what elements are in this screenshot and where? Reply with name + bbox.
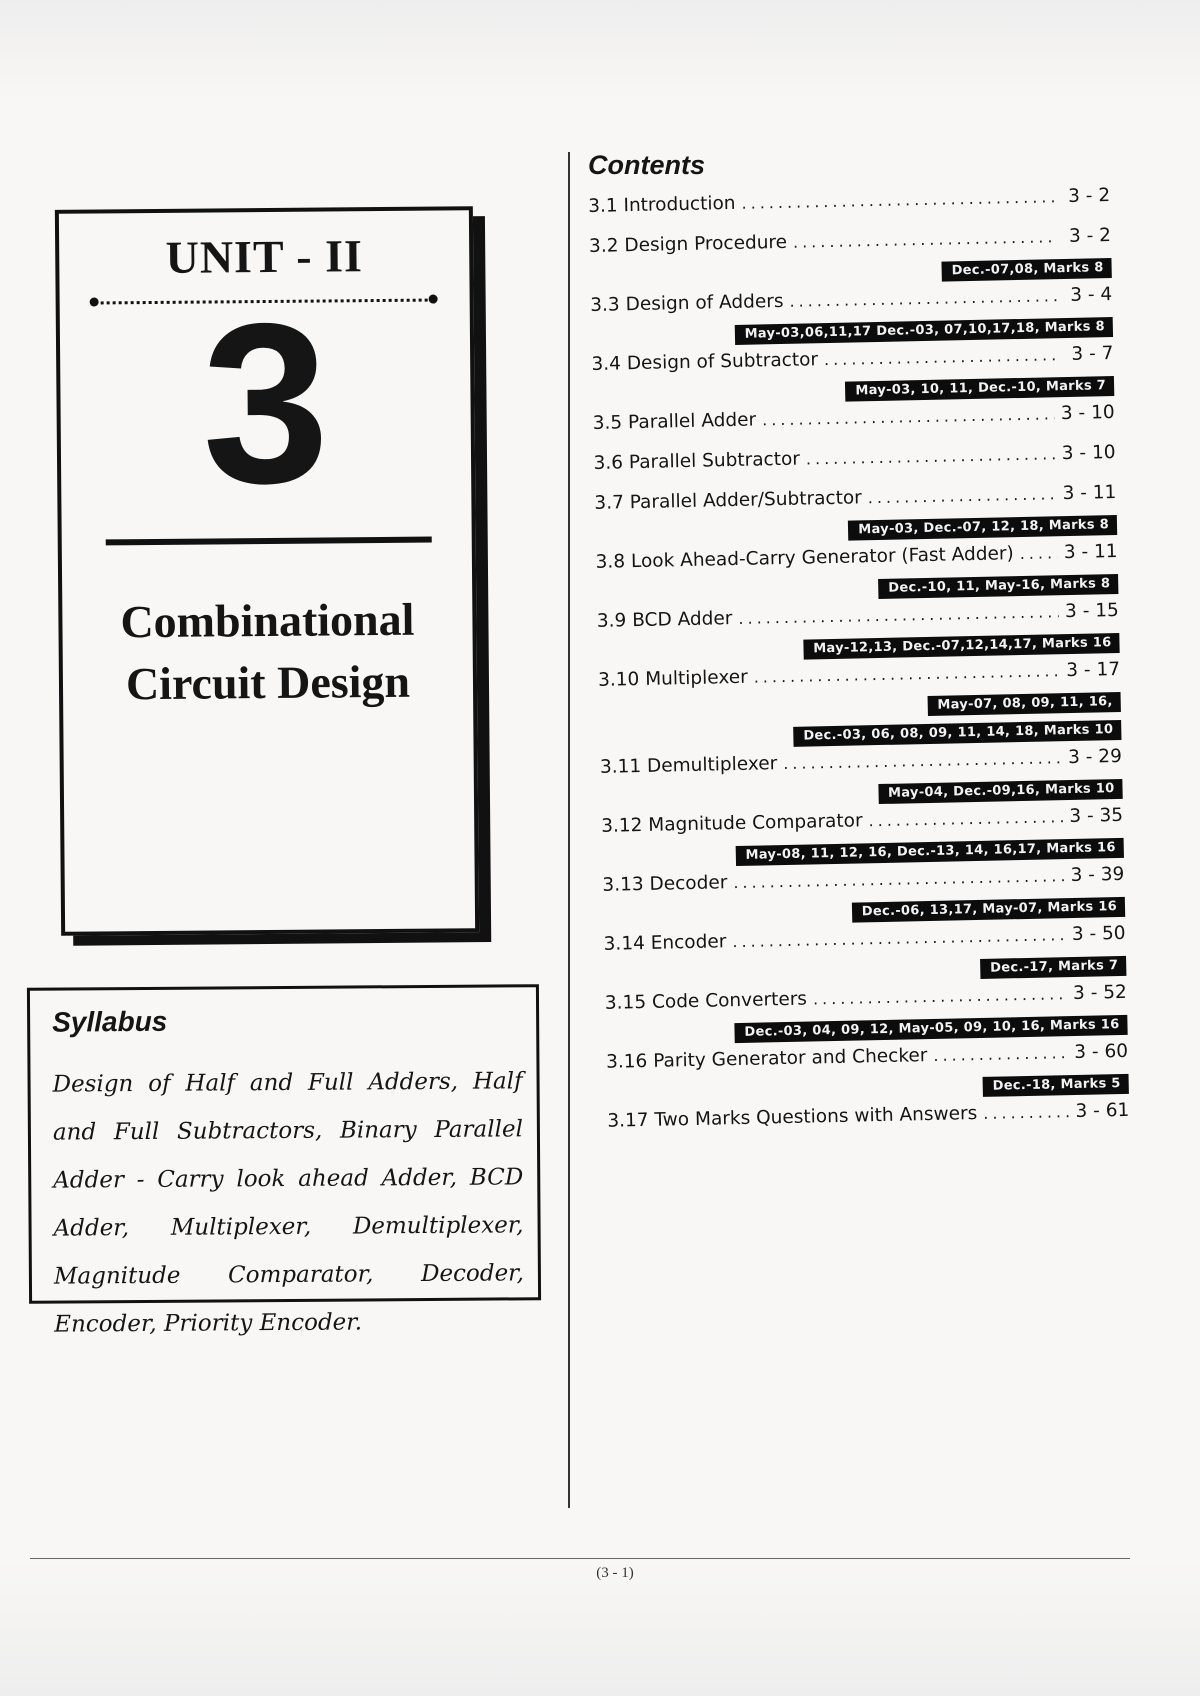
toc-leader-dots bbox=[741, 187, 1056, 213]
toc-entry-page: 3 - 2 bbox=[1067, 185, 1111, 207]
toc-row bbox=[593, 402, 1116, 445]
chapter-title-line-1: Combinational bbox=[120, 593, 415, 648]
toc-entry-page: 3 - 29 bbox=[1067, 745, 1123, 769]
toc-entry-title: 3.17 Two Marks Questions with Answers bbox=[607, 1103, 978, 1132]
toc-leader-dots bbox=[806, 444, 1056, 468]
toc-entry bbox=[593, 402, 1116, 445]
toc-leader-dots bbox=[824, 345, 1060, 369]
toc-entry-title: 3.1 Introduction bbox=[588, 192, 736, 217]
toc-leader-dots bbox=[1020, 543, 1059, 563]
toc-entry bbox=[595, 541, 1118, 605]
toc-entry-title: 3.4 Design of Subtractor bbox=[591, 349, 819, 375]
unit-title-box bbox=[55, 206, 479, 936]
toc-entry-title: 3.5 Parallel Adder bbox=[592, 409, 757, 434]
toc-entry-title: 3.15 Code Converters bbox=[604, 988, 808, 1014]
exam-marks-badge: May-12,13, Dec.-07,12,14,17, Marks 16 bbox=[803, 633, 1120, 660]
unit-label: UNIT - II bbox=[165, 230, 364, 283]
exam-marks-badge: Dec.-06, 13,17, May-07, Marks 16 bbox=[852, 897, 1126, 923]
toc-entry-title: 3.16 Parity Generator and Checker bbox=[605, 1045, 928, 1073]
toc-entry bbox=[598, 659, 1122, 751]
exam-marks-badge: Dec.-03, 06, 08, 09, 11, 14, 18, Marks 10 bbox=[793, 720, 1121, 747]
toc-entry-title: 3.11 Demultiplexer bbox=[599, 753, 778, 778]
exam-marks-badge: May-03, 10, 11, Dec.-10, Marks 7 bbox=[845, 376, 1114, 402]
exam-marks-badge: May-07, 08, 09, 11, 16, bbox=[927, 692, 1121, 716]
toc-entry-title: 3.2 Design Procedure bbox=[588, 231, 788, 257]
toc-leader-dots bbox=[733, 866, 1065, 892]
toc-entry bbox=[603, 923, 1126, 987]
exam-marks-badge: Dec.-18, Marks 5 bbox=[982, 1074, 1128, 1097]
toc-leader-dots bbox=[732, 925, 1066, 951]
syllabus-heading: Syllabus bbox=[52, 1005, 168, 1038]
toc-entry bbox=[602, 864, 1125, 928]
toc-leader-dots bbox=[933, 1043, 1068, 1065]
toc-leader-dots bbox=[813, 984, 1067, 1008]
toc-leader-dots bbox=[762, 404, 1055, 429]
footer-page-number: (3 - 1) bbox=[596, 1565, 634, 1581]
exam-marks-badge: Dec.-03, 04, 09, 12, May-05, 09, 10, 16, Marks 16 bbox=[734, 1015, 1127, 1043]
toc-entry bbox=[606, 1041, 1129, 1105]
toc-entry bbox=[594, 482, 1117, 546]
exam-marks-badge: Dec.-17, Marks 7 bbox=[980, 956, 1126, 979]
toc-entry-page: 3 - 7 bbox=[1071, 343, 1114, 365]
toc-leader-dots bbox=[793, 227, 1057, 252]
toc-entry-page: 3 - 52 bbox=[1072, 981, 1128, 1005]
toc-entry bbox=[600, 746, 1123, 810]
column-divider bbox=[568, 152, 570, 1508]
toc-entry bbox=[601, 805, 1124, 869]
toc-entry-page: 3 - 11 bbox=[1063, 540, 1118, 564]
toc-entry-page: 3 - 2 bbox=[1068, 225, 1112, 247]
exam-marks-badge: May-03,06,11,17 Dec.-03, 07,10,17,18, Marks 8 bbox=[734, 317, 1113, 345]
toc-row bbox=[593, 442, 1116, 485]
toc-entry-page: 3 - 15 bbox=[1064, 599, 1120, 623]
toc-entry-page: 3 - 10 bbox=[1061, 442, 1116, 465]
toc-entry bbox=[593, 442, 1116, 485]
chapter-title-line-2: Circuit Design bbox=[125, 655, 411, 710]
toc-leader-dots bbox=[868, 807, 1063, 830]
toc-leader-dots bbox=[983, 1102, 1070, 1123]
toc-entry-title: 3.13 Decoder bbox=[602, 872, 728, 896]
syllabus-box bbox=[27, 984, 541, 1338]
number-underline bbox=[106, 537, 432, 546]
toc-leader-dots bbox=[754, 661, 1061, 686]
exam-tag-row bbox=[599, 720, 1121, 751]
toc-entry-page: 3 - 60 bbox=[1074, 1040, 1129, 1064]
toc-leader-dots bbox=[783, 748, 1062, 773]
toc-entry-title: 3.3 Design of Adders bbox=[590, 290, 784, 316]
toc-row bbox=[607, 1100, 1130, 1143]
toc-leader-dots bbox=[868, 484, 1057, 507]
toc-entry-page: 3 - 50 bbox=[1071, 922, 1126, 946]
toc-entry-page: 3 - 4 bbox=[1069, 284, 1113, 306]
toc-entry-title: 3.12 Magnitude Comparator bbox=[600, 810, 863, 837]
exam-marks-badge: May-08, 11, 12, 16, Dec.-13, 14, 16,17, Marks 16 bbox=[735, 838, 1124, 866]
toc-entry-title: 3.7 Parallel Adder/Subtractor bbox=[594, 487, 862, 514]
contents-heading: Contents bbox=[588, 150, 705, 180]
toc-entry bbox=[597, 600, 1120, 664]
toc-entry-page: 3 - 10 bbox=[1060, 402, 1115, 425]
toc-entry bbox=[605, 982, 1128, 1046]
exam-marks-badge: May-04, Dec.-09,16, Marks 10 bbox=[878, 779, 1123, 804]
exam-marks-badge: May-03, Dec.-07, 12, 18, Marks 8 bbox=[848, 515, 1117, 541]
toc-entry bbox=[607, 1100, 1130, 1143]
toc-leader-dots bbox=[789, 286, 1058, 311]
syllabus-text: Design of Half and Full Adders, Half and Full Subtractors, Binary Parallel Adder - Carry look ahead Adder, BCD Adder, Multiplexer, Demultiplexer, Magnitude Comparator, Decoder, Encoder, Priority Encoder. bbox=[52, 1068, 524, 1338]
chapter-title bbox=[62, 588, 473, 716]
toc-entry bbox=[589, 225, 1112, 289]
footer-rule bbox=[30, 1558, 1130, 1559]
toc-entry-page: 3 - 61 bbox=[1075, 1099, 1130, 1122]
toc-entry-title: 3.8 Look Ahead-Carry Generator (Fast Adder) bbox=[595, 543, 1014, 573]
toc-entry-title: 3.10 Multiplexer bbox=[597, 666, 748, 691]
toc-entry-page: 3 - 39 bbox=[1070, 863, 1125, 887]
exam-marks-badge: Dec.-10, 11, May-16, Marks 8 bbox=[878, 574, 1118, 599]
toc-entry-page: 3 - 35 bbox=[1069, 804, 1124, 828]
table-of-contents bbox=[588, 185, 1130, 1151]
toc-entry-title: 3.14 Encoder bbox=[603, 931, 727, 955]
exam-marks-badge: Dec.-07,08, Marks 8 bbox=[941, 258, 1111, 282]
toc-entry-title: 3.6 Parallel Subtractor bbox=[593, 448, 801, 474]
toc-entry-page: 3 - 11 bbox=[1062, 482, 1117, 505]
toc-entry bbox=[591, 343, 1114, 407]
chapter-number: 3 bbox=[201, 276, 331, 532]
toc-entry bbox=[590, 284, 1113, 348]
toc-entry-title: 3.9 BCD Adder bbox=[596, 608, 733, 632]
toc-leader-dots bbox=[738, 602, 1059, 628]
toc-entry-page: 3 - 17 bbox=[1066, 658, 1121, 682]
